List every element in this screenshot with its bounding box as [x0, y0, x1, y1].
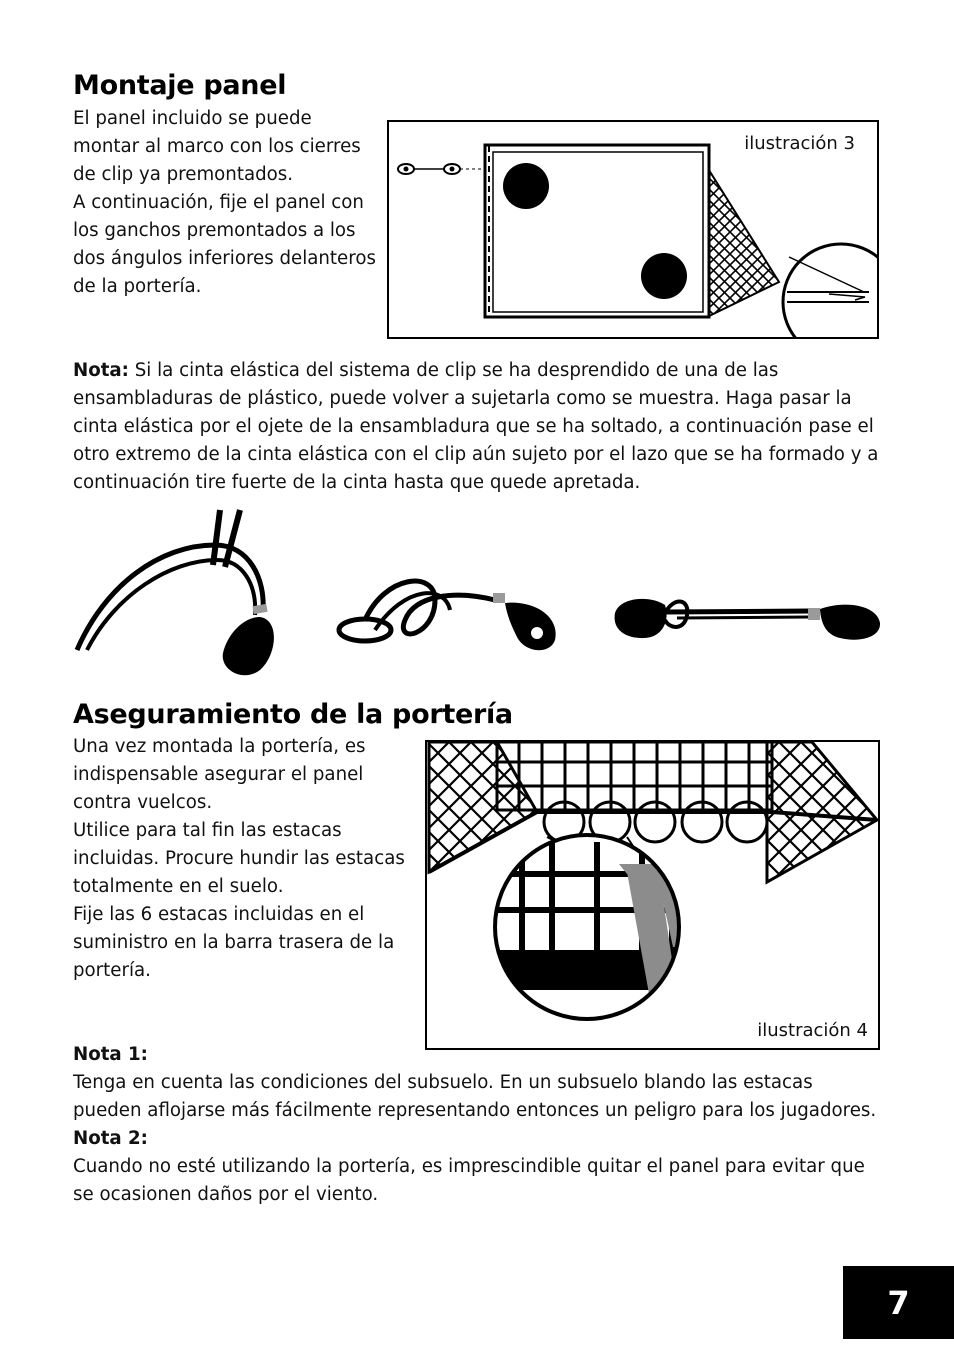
montaje-text: [73, 105, 378, 301]
note-1-label: Nota 1:: [73, 1044, 148, 1065]
detail-magnifier: [783, 244, 879, 339]
goal-stakes-drawing: [427, 742, 880, 1050]
note-1-text: Tenga en cuenta las condiciones del subsuelo. En un subsuelo blando las estacas pueden aflojarse más fácilmente representando entonces un peligro para los jugadores.: [73, 1072, 877, 1121]
note-2-label: Nota 2:: [73, 1128, 148, 1149]
aseguramiento-paragraph-1: Una vez montada la portería, es indispensable asegurar el panel contra vuelcos.: [73, 736, 366, 813]
illustration-3: [387, 120, 879, 339]
illustration-3-caption: ilustración 3: [744, 133, 855, 154]
clip-step-3: [615, 599, 880, 640]
aseguramiento-paragraph-2: Utilice para tal fin las estacas incluidas. Procure hundir las estacas totalmente en el suelo.: [73, 820, 405, 897]
page-number: 7: [843, 1266, 954, 1339]
clip-steps-drawing: [65, 505, 890, 685]
note-text: Si la cinta elástica del sistema de clip se ha desprendido de una de las ensambladuras de plástico, puede volver a sujetarla como se muestra. Haga pasar la cinta elástica por el ojete de la ensambladura que se ha soltado, a continuación pase el otro extremo de la cinta elástica con el clip aún sujeto por el lazo que se ha formado y a continuación tire fuerte de la cinta hasta que quede apretada.: [73, 360, 879, 493]
note-label: Nota:: [73, 360, 129, 381]
montaje-note: [73, 357, 883, 497]
aseguramiento-paragraph-3: Fije las 6 estacas incluidas en el suministro en la barra trasera de la portería.: [73, 904, 395, 981]
goal-panel-drawing: [389, 122, 879, 339]
stake-detail-magnifier: [487, 835, 707, 1027]
montaje-paragraph-2: A continuación, fije el panel con los ganchos premontados a los dos ángulos inferiores delanteros de la portería.: [73, 192, 376, 297]
side-net: [707, 167, 779, 317]
clip-step-1: [77, 510, 274, 675]
back-net: [497, 742, 772, 810]
section-title-montaje: Montaje panel: [73, 70, 287, 101]
illustration-4: [425, 740, 880, 1050]
section-title-aseguramiento: Aseguramiento de la portería: [73, 699, 513, 730]
panel-hole-top: [503, 163, 549, 209]
illustration-4-caption: ilustración 4: [757, 1020, 868, 1041]
montaje-paragraph-1: El panel incluido se puede montar al marco con los cierres de clip ya premontados.: [73, 108, 361, 185]
aseguramiento-notes: [73, 1041, 883, 1209]
panel-hole-bottom: [641, 253, 687, 299]
note-2-text: Cuando no esté utilizando la portería, es imprescindible quitar el panel para evitar que se ocasionen daños por el viento.: [73, 1156, 865, 1205]
aseguramiento-text: [73, 733, 408, 985]
clip-icon: [398, 164, 484, 174]
clip-step-2: [339, 581, 556, 650]
